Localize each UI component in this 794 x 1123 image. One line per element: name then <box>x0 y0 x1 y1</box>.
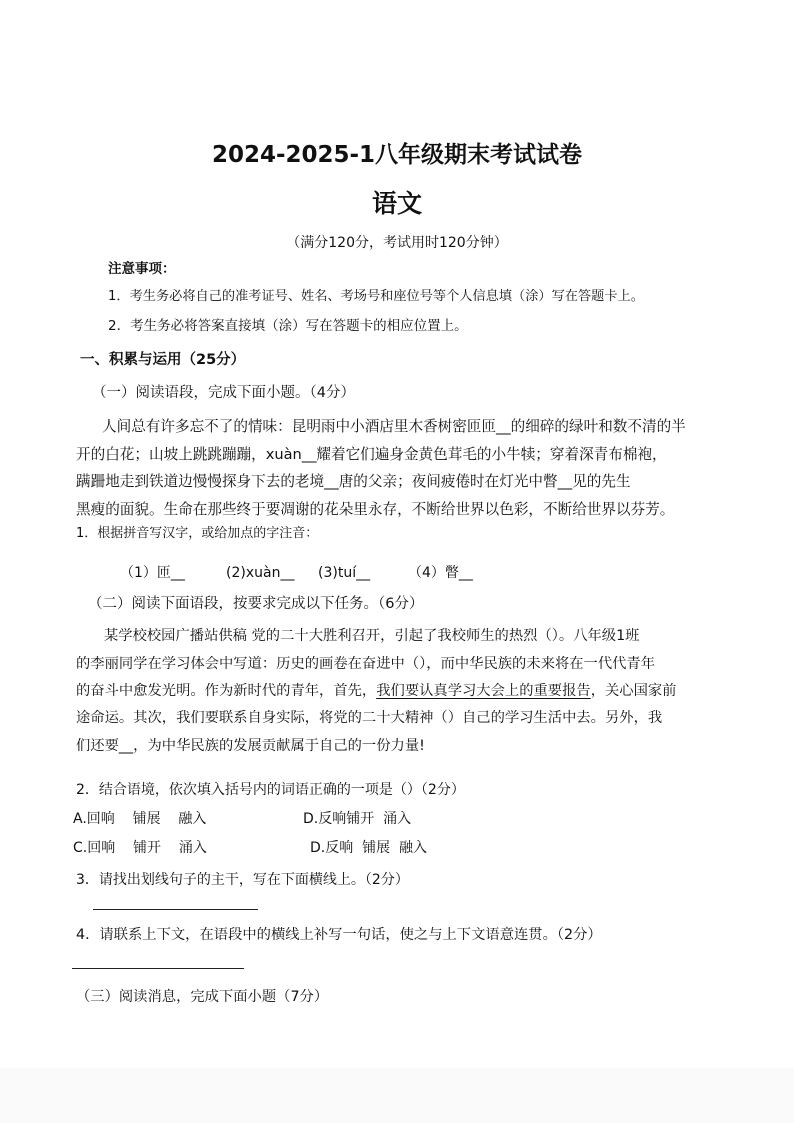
question-3: 3．请找出划线句子的主干，写在下面横线上。（2分） <box>76 872 409 888</box>
passage-line-1: 人间总有许多忘不了的情味：昆明雨中小酒店里木香树密匝匝__的细碎的绿叶和数不清的半 <box>102 418 686 435</box>
score-info: （满分120分，考试用时120分钟） <box>286 235 508 251</box>
question-1: 1．根据拼音写汉字，或给加点的字注音： <box>76 526 319 541</box>
notice-item-2: 2．考生务必将答案直接填（涂）写在答题卡的相应位置上。 <box>108 318 468 334</box>
part2-line-1: 某学校校园广播站供稿 党的二十大胜利召开，引起了我校师生的热烈（）。八年级1班 <box>104 628 640 644</box>
q1-item-1: （1）匝__ <box>120 565 185 581</box>
notice-heading: 注意事项： <box>108 261 176 277</box>
q1-item-4: （4）瞥__ <box>408 565 473 581</box>
option-c: C.回响 铺开 涌入 <box>73 840 207 856</box>
part2-line-2: 的李丽同学在学习体会中写道：历史的画卷在奋进中（），而中华民族的未来将在一代代青年 <box>76 656 656 672</box>
question-4: 4．请联系上下文，在语段中的横线上补写一句话，使之与上下文语意连贯。（2分） <box>76 927 602 943</box>
part1-heading: （一）阅读语段，完成下面小题。（4分） <box>92 385 355 401</box>
q4-answer-line <box>72 968 244 969</box>
passage-line-4: 黑瘦的面貌。生命在那些终于要凋谢的花朵里永存，不断给世界以色彩，不断给世界以芬芳。 <box>76 501 675 518</box>
option-b: D.反响铺开 涌入 <box>303 811 412 827</box>
subject-title: 语文 <box>371 189 422 218</box>
part2-line-4: 途命运。其次，我们要联系自身实际，将党的二十大精神（）自己的学习生活中去。另外，我 <box>76 710 663 726</box>
question-2: 2．结合语境，依次填入括号内的词语正确的一项是（）（2分） <box>76 782 465 798</box>
q1-item-3: (3)tuí__ <box>318 565 371 581</box>
q1-item-2: (2)xuàn__ <box>226 565 295 581</box>
part2-line-3-start: 的奋斗中愈发光明。作为新时代的青年，首先， <box>76 683 377 699</box>
part2-line-3-end: ，关心国家前 <box>590 683 677 699</box>
part3-heading: （三）阅读消息，完成下面小题（7分） <box>76 989 329 1005</box>
page-bottom-margin <box>0 1068 794 1123</box>
passage-line-2: 开的白花；山坡上跳跳蹦蹦，xuàn__耀着它们遍身金黄色茸毛的小牛犊；穿着深青布棉袍， <box>76 446 667 463</box>
part2-line-3 <box>76 681 676 701</box>
part2-line-5: 们还要__，为中华民族的发展贡献属于自己的一份力量! <box>76 738 425 754</box>
q3-answer-line <box>93 909 258 910</box>
exam-title: 2024-2025-1八年级期末考试试卷 <box>211 142 583 168</box>
option-d: D.反响 铺展 融入 <box>310 840 428 856</box>
option-a: A.回响 铺展 融入 <box>73 811 207 827</box>
notice-item-1: 1．考生务必将自己的准考证号、姓名、考场号和座位号等个人信息填（涂）写在答题卡上。 <box>108 289 644 304</box>
part2-heading: （二）阅读下面语段，按要求完成以下任务。（6分） <box>88 596 424 612</box>
passage-line-3: 蹒跚地走到铁道边慢慢探身下去的老境__唐的父亲；夜间疲倦时在灯光中瞥__见的先生 <box>76 473 631 490</box>
underlined-sentence: 我们要认真学习大会上的重要报告 <box>376 683 591 699</box>
section1-heading: 一、积累与运用（25分） <box>80 352 246 368</box>
